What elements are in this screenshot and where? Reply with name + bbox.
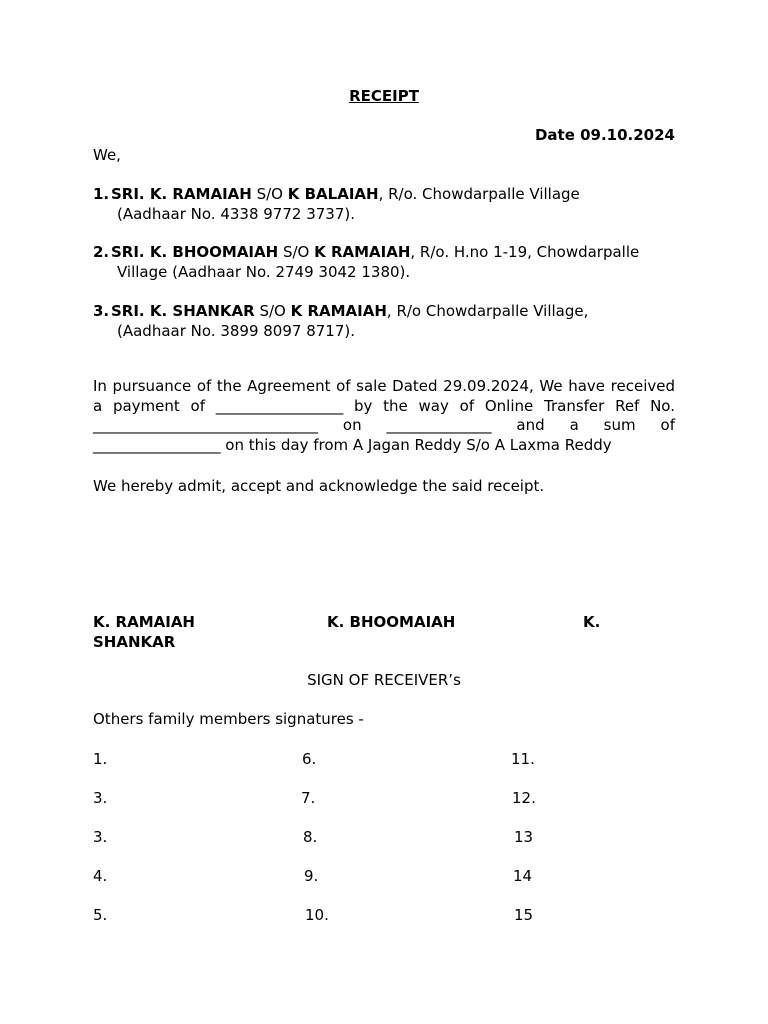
party-line-1 (111, 185, 580, 205)
party-residence: , R/o. H.no 1-19, Chowdarpalle (410, 243, 640, 261)
son-of-label: S/O (251, 185, 288, 203)
signature-line-number: 4. (93, 867, 108, 885)
salutation: We, (93, 146, 121, 164)
signature-line-number: 10. (305, 906, 329, 924)
signature-line-number: 3. (93, 789, 108, 807)
party-residence: , R/o Chowdarpalle Village, (386, 302, 589, 320)
document-title: RECEIPT (349, 87, 419, 105)
signature-line-number: 1. (93, 750, 108, 768)
party-line-1 (111, 243, 639, 263)
receipt-document (93, 0, 675, 1024)
party-aadhaar: (Aadhaar No. 3899 8097 8717). (117, 321, 356, 340)
signatory-bhoomaiah: K. BHOOMAIAH (327, 613, 456, 631)
admission-statement: We hereby admit, accept and acknowledge the said receipt. (93, 477, 545, 495)
party-number: 1. (93, 185, 110, 203)
party-father: K RAMAIAH (290, 302, 387, 320)
party-residence: , R/o. Chowdarpalle Village (378, 185, 580, 203)
signature-line-number: 5. (93, 906, 108, 924)
other-signatures-label: Others family members signatures - (93, 710, 364, 728)
son-of-label: S/O (254, 302, 291, 320)
party-name: SRI. K. RAMAIAH (111, 185, 252, 203)
signature-line-number: 8. (303, 828, 318, 846)
party-name: SRI. K. SHANKAR (111, 302, 255, 320)
signature-line-number: 7. (301, 789, 316, 807)
signature-line-number: 6. (302, 750, 317, 768)
signature-line-number: 11. (511, 750, 535, 768)
son-of-label: S/O (278, 243, 315, 261)
party-father: K BALAIAH (287, 185, 379, 203)
party-aadhaar: Village (Aadhaar No. 2749 3042 1380). (117, 262, 411, 281)
receipt-date: Date 09.10.2024 (534, 126, 675, 144)
signatory-shankar-name: SHANKAR (93, 632, 176, 651)
signature-line-number: 3. (93, 828, 108, 846)
party-name: SRI. K. BHOOMAIAH (111, 243, 279, 261)
party-father: K RAMAIAH (314, 243, 411, 261)
sign-of-receivers-label: SIGN OF RECEIVER’s (307, 671, 461, 689)
signature-line-number: 12. (512, 789, 536, 807)
signature-line-number: 13 (514, 828, 534, 846)
party-number: 2. (93, 243, 110, 261)
signature-line-number: 9. (304, 867, 319, 885)
party-aadhaar: (Aadhaar No. 4338 9772 3737). (117, 204, 356, 223)
party-number: 3. (93, 302, 110, 320)
payment-paragraph: In pursuance of the Agreement of sale Dated 29.09.2024, We have received a payment of _________________ by the way of Online Transfer Ref No. ______________________________ on ______________ and a sum of _________________ on this day from A Jagan Reddy S/o A Laxma Reddy (93, 377, 675, 454)
party-line-1 (111, 302, 588, 322)
signatory-ramaiah: K. RAMAIAH (93, 613, 195, 631)
signature-line-number: 15 (514, 906, 534, 924)
signature-line-number: 14 (513, 867, 533, 885)
signatory-shankar-initial: K. (583, 613, 601, 631)
